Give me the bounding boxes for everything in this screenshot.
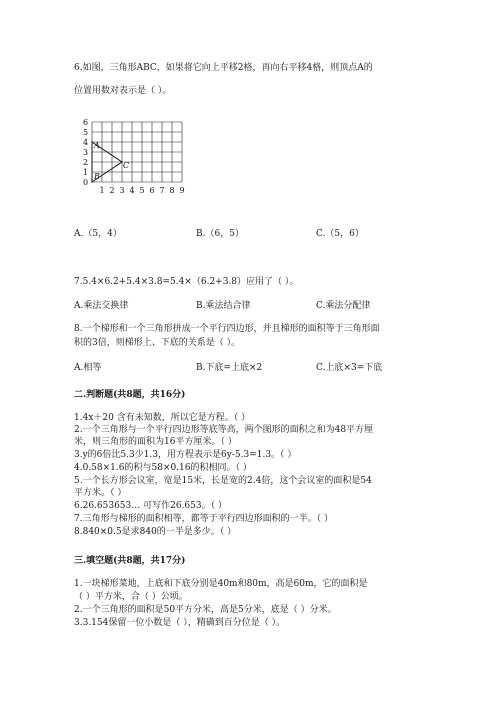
section-heading-fill-blank: 三.填空题(共8题，共17分) xyxy=(74,556,186,566)
section-heading-judgement: 二.判断题(共8题，共16分) xyxy=(74,390,186,400)
y-label-6: 6 xyxy=(83,118,89,127)
x-label-3: 3 xyxy=(119,186,125,195)
x-label-6: 6 xyxy=(149,186,155,195)
fill-blank-line: 2.一个三角形的面积是50平方分米，高是5分米，底是（ ）分米。 xyxy=(74,605,337,615)
judgement-line: 4.0.58×1.6的积与58×0.16的积相同。（ ） xyxy=(74,463,252,473)
x-label-1: 1 xyxy=(99,186,105,195)
q7-line1: 7.5.4×6.2+5.4×3.8=5.4×（6.2+3.8）应用了（ ）。 xyxy=(74,277,299,287)
q8-option-c[interactable]: C.上底×3=下底 xyxy=(316,363,383,373)
point-c-label: C xyxy=(123,161,130,170)
fill-blank-line: 3.3.154保留一位小数是（ ），精确到百分位是（ ）。 xyxy=(74,618,286,628)
q8-line1: 8.一个梯形和一个三角形拼成一个平行四边形，并且梯形的面积等于三角形面 xyxy=(74,324,380,334)
judgement-line: 7.三角形与梯形的面积相等，都等于平行四边形面积的一半。（ ） xyxy=(74,514,333,524)
judgement-line: 平方米。（ ） xyxy=(74,488,127,498)
y-label-3: 3 xyxy=(83,148,89,157)
q6-option-a[interactable]: A.（5，4） xyxy=(74,229,122,239)
x-label-4: 4 xyxy=(129,186,135,195)
y-label-1: 1 xyxy=(83,168,89,177)
judgement-line: 2.一个三角形与一个平行四边形等底等高，两个图形的面积之和为48平方厘 xyxy=(74,425,374,435)
q7-option-b[interactable]: B.乘法结合律 xyxy=(196,301,251,311)
judgement-line: 1.4x＋20 含有未知数，所以它是方程。（ ） xyxy=(74,413,251,423)
q6-option-c[interactable]: C.（5，6） xyxy=(316,229,364,239)
coordinate-grid xyxy=(72,116,202,198)
q7-option-a[interactable]: A.乘法交换律 xyxy=(74,301,129,311)
q6-option-b[interactable]: B.（6，5） xyxy=(196,229,244,239)
x-label-2: 2 xyxy=(109,186,115,195)
x-label-7: 7 xyxy=(159,186,165,195)
q7-option-c[interactable]: C.乘法分配律 xyxy=(316,301,371,311)
y-label-5: 5 xyxy=(83,128,89,137)
judgement-line: 6.26.653653… 可写作26.653。（ ） xyxy=(74,501,227,511)
q8-line2: 积的3倍，则梯形上、下底的关系是（ ）。 xyxy=(74,338,241,348)
fill-blank-line: 1.一块梯形菜地，上底和下底分别是40m和80m，高是60m，它的面积是 xyxy=(74,579,368,589)
y-label-2: 2 xyxy=(83,158,89,167)
q8-option-a[interactable]: A.相等 xyxy=(74,363,102,373)
x-label-9: 9 xyxy=(179,186,185,195)
judgement-line: 8.840×0.5是求840的一半是多少。（ ） xyxy=(74,527,237,537)
q6-line2: 位置用数对表示是（ ）。 xyxy=(74,86,172,96)
q6-line1: 6.如图，三角形ABC，如果将它向上平移2格，再向右平移4格，则顶点A的 xyxy=(74,63,373,73)
point-a-label: A xyxy=(94,141,100,150)
judgement-line: 5.一个长方形会议室，宽是15米，长是宽的2.4倍，这个会议室的面积是54 xyxy=(74,476,372,486)
y-label-4: 4 xyxy=(83,138,89,147)
x-label-5: 5 xyxy=(139,186,145,195)
y-label-0: 0 xyxy=(83,178,89,187)
fill-blank-line: （ ）平方米，合（ ）公顷。 xyxy=(74,592,188,602)
x-label-8: 8 xyxy=(169,186,175,195)
judgement-line: 3.y的6倍比5.3少1.3，用方程表示是6y-5.3=1.3。（ ） xyxy=(74,450,297,460)
q8-option-b[interactable]: B.下底=上底×2 xyxy=(196,363,263,373)
judgement-line: 米，则三角形的面积为16平方厘米。（ ） xyxy=(74,437,237,447)
point-b-label: B xyxy=(94,172,100,181)
